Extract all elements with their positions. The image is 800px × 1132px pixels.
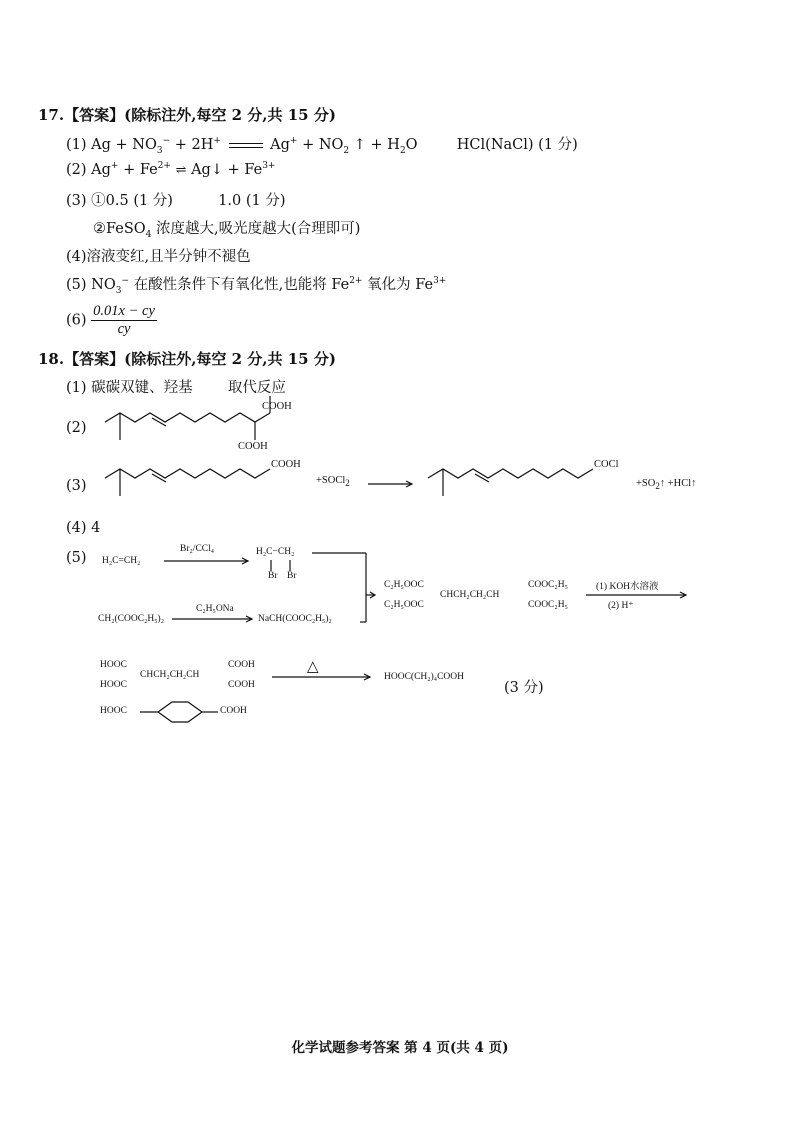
socl2-reagent: +SOCl$_2$ (316, 475, 350, 489)
tetraacid-l1: HOOC (100, 660, 127, 670)
q18-line2-label: (2) (66, 420, 87, 436)
q17-line2: (2) $Ag^+ + Fe^{2+}$ ⇌ Ag↓ + $Fe^{3+}$ (66, 161, 276, 178)
br-right: Br (287, 571, 297, 581)
br-left: Br (268, 571, 278, 581)
br2-reagent: Br₂/CCl₄ (180, 544, 215, 554)
q18-line1: (1) 碳碳双键、羟基 取代反应 (66, 380, 286, 396)
equilibrium-arrow: ⇌ (175, 162, 187, 178)
tetraester-l2: C₂H₅OOC (384, 600, 424, 610)
structure-2-cooh-bottom: COOH (238, 441, 268, 452)
ring-left-hooc: HOOC (100, 706, 127, 716)
sodium-malonate: NaCH(COOC₂H₅)₂ (258, 614, 332, 624)
tetraester-r1: COOC₂H₅ (528, 580, 568, 590)
naoet-reagent: C₂H₅ONa (196, 604, 234, 614)
q18-header: 18.【答案】(除标注外,每空 2 分,共 15 分) (38, 350, 336, 368)
q17-line3: (3) ①0.5 (1 分) 1.0 (1 分) (66, 193, 286, 209)
ring-right-cooh: COOH (220, 706, 247, 716)
q18-line3-label: (3) (66, 478, 87, 494)
tetraester-mid: CHCH₂CH₂CH (440, 590, 500, 600)
diethyl-malonate: CH₂(COOC₂H₅)₂ (98, 614, 165, 624)
tetraacid-r2: COOH (228, 680, 255, 690)
byproducts: $+SO_2↑$ +HCl↑ (636, 478, 697, 492)
dibromoethane: H₂C−CH₂ (256, 547, 295, 557)
ethene: H₂C=CH₂ (102, 556, 141, 566)
heat-icon: △ (307, 657, 319, 675)
tetraacid-r1: COOH (228, 660, 255, 670)
score-note: (3 分) (504, 680, 544, 696)
q18-line5-label: (5) (66, 550, 87, 566)
tetraacid-l2: HOOC (100, 680, 127, 690)
q17-line3-2: ②FeSO$_4$ 浓度越大,吸光度越大(合理即可) (93, 221, 361, 240)
q17-line5: (5) $NO_3^-$ 在酸性条件下有氧化性,也能将 $Fe^{2+}$ 氧化为 $Fe^{3+}$ (66, 276, 447, 296)
tetraacid-mid: CHCH₂CH₂CH (140, 670, 200, 680)
q17-line4: (4)溶液变红,且半分钟不褪色 (66, 249, 251, 265)
q17-header: 17.【答案】(除标注外,每空 2 分,共 15 分) (38, 106, 336, 124)
structure-3-cocl: COCl (594, 459, 619, 470)
acid-reagent: (2) H⁺ (608, 601, 634, 611)
q17-line6: (6) $\frac{0.01x - cy}{cy}$ (66, 303, 155, 337)
tetraester-r2: COOC₂H₅ (528, 600, 568, 610)
koh-reagent: (1) KOH水溶液 (596, 582, 659, 592)
structure-2-cooh-top: COOH (262, 401, 292, 412)
adipic-acid: HOOC(CH₂)₄COOH (384, 672, 464, 682)
fraction: $\frac{0.01x - cy}{cy}$ (93, 303, 155, 337)
structure-3-cooh: COOH (271, 459, 301, 470)
tetraester-l1: C₂H₅OOC (384, 580, 424, 590)
page-footer: 化学试题参考答案 第 4 页(共 4 页) (291, 1040, 509, 1056)
q17-line1: (1) $Ag + NO_3^- + 2H^+$ $Ag^+ + NO_2$ ↑ + $H_2O$ HCl(NaCl) (1 分) (66, 136, 578, 156)
q18-line4: (4) 4 (66, 520, 101, 536)
